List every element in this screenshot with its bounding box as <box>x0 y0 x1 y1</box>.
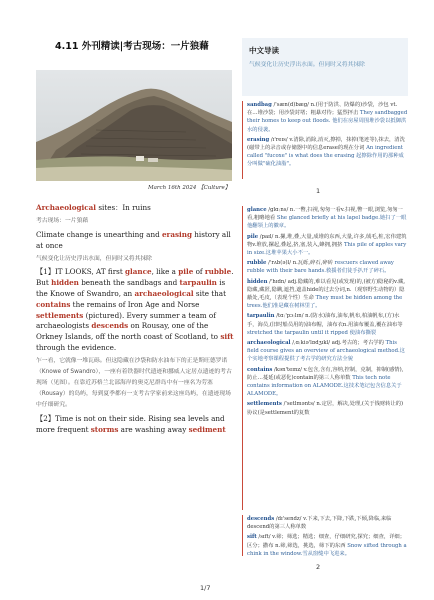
chinese-summary-box <box>242 38 408 96</box>
paragraph-2: 【2】Time is not on their side. Rising sea levels and more frequent storms are washing away sediment <box>36 413 226 434</box>
headline-rest: sites：In ruins <box>96 203 151 212</box>
highlight-word: sediment <box>188 424 226 434</box>
vocab-term: contains <box>247 366 273 373</box>
highlight-word: archaeological <box>134 288 194 298</box>
vocabulary-block-3 <box>242 515 408 556</box>
highlight-word: contains <box>36 299 71 309</box>
highlight-word: sift <box>220 332 234 342</box>
vocab-term: pile <box>247 233 259 240</box>
standfirst-text: history all at once <box>36 229 231 250</box>
ruins-image <box>36 70 232 181</box>
summary-body: 气候变化让历史浮出水面。但同时又将其抹除 <box>249 62 365 68</box>
article-title: 4.11 外刊精读|考古现场：一片狼藉 <box>55 41 209 52</box>
vocab-term: descends <box>247 516 275 522</box>
article-body <box>36 203 234 438</box>
highlight-word: erasing <box>161 229 193 239</box>
highlight-word: descends <box>91 321 129 331</box>
article-photo <box>36 70 232 181</box>
vocab-term: erasing <box>247 136 270 143</box>
vocab-term: tarpaulin <box>247 313 275 320</box>
vocab-term: archaeological <box>247 340 291 347</box>
vocab-term: hidden <box>247 278 268 285</box>
summary-heading: 中文导读 <box>249 46 279 55</box>
vocab-term: settlements <box>247 401 282 408</box>
vocab-term: glance <box>247 207 267 213</box>
page-indicator: 1/7 <box>200 584 211 592</box>
vocabulary-block-1 <box>242 101 408 179</box>
vocab-entry: descends /dɪ'sendz/ v.下来,下去,下降,下跌,下倾,降临,来临descend的第三人称单数 <box>247 516 392 531</box>
highlight-word: glance <box>125 267 152 277</box>
vocab-term: sandbag <box>247 102 272 108</box>
vocab-entry: tarpaulin /tɑː'pɔːlɪn/ n.(防水)油布,油布,帆布,柏油帆布,(方)水手，海员,(旧时船员用的)油布帽，油布衣n.用油布覆盖,覆在油布等 stretched the tarpaulin until it ripped 使油布撕裂 <box>247 313 403 336</box>
vocab-entry: hidden /'hɪdn/ adj.隐藏的,难以看见(或发现)的,(被方)隐秘的v.藏,隐藏,藏匿,隐瞒,遮挡,遮盖hide的过去分词,n.（观察野生动物的）隐蔽处,毛皮,（表现个性）生命 They must be hidden among the trees.他们准是藏在树林里了。 <box>247 278 406 310</box>
headline-translation: 考古现场：一片狼藉 <box>36 218 89 225</box>
headline-keyword: Archaeological <box>36 203 97 212</box>
vocab-term: sift <box>247 534 257 541</box>
column-number-2: 2 <box>316 563 321 571</box>
paragraph-1: 【1】IT LOOKS, AT first glance, like a pile of rubble. But hidden beneath the sandbags and tarpaulin is the Knowe of Swandro, an archaeological site that contains the remains of Iron Age and Norse settlements (pictured). Every summer a team of archaeologists descends on Rousay, one of the Orkney Islands, off the north coast of Scotland, to sift through the evidence. <box>36 267 234 352</box>
highlight-word: settlements <box>36 310 84 320</box>
column-number-1: 1 <box>316 187 321 195</box>
highlight-word: pile <box>178 267 194 277</box>
vocab-entry: rubble /'rʌb(ə)l/ n.瓦砾,碎石,碎砖 rescuers clawed away rubble with their bare hands.救援者们徒手扒开了碎石。 <box>247 260 394 275</box>
standfirst <box>36 230 234 252</box>
vocab-entry: contains /kən'teɪnz/ v.包含,含有,容纳,控制，克制，抑制(感情),防止…蔓延(或恶化)contain的第三人称单数 This tech note contains information on ALAMODE.这技术笔记包含信息关于ALAMODE。 <box>247 366 404 398</box>
vocab-entry: sandbag /'sæn(d)bæg/ n.(用于防洪、防爆的)沙袋，沙包 vt. 在…堆沙袋；用沙袋封堵；粗暴对待；猛烈抨击 They sandbagged their homes to keep out floods. 他们在房屋周围堆沙袋以抵御洪水的侵袭。 <box>247 102 408 133</box>
vocab-entry: settlements /'setlmənts/ n.定居，解决,处理,(关于钱财转让的)协议(是settlement的复数 <box>247 401 404 416</box>
vocab-entry: sift /sɪft/ v.筛；筛选；精选；细查，仔细研究,探究；细查，详细；区分；撒布 n.筛,筛选，挑选，筛下的东西 Snow sifted through a chink in the window.雪从窗缝中飞进来。 <box>247 534 407 557</box>
paragraph-1-translation: 乍一看，它就像一堆瓦砾。但这隐藏在沙袋和防水油布下的正是斯旺德罗诺（Knowe of Swandro），一座有着铁器时代遗迹和挪威人定居点遗迹的考古现场（见图）。在靠近苏格兰北部海岸的奥克尼群岛中有一座名为劳塞（Rousay）的岛屿，每到夏季都有一支考古学家前来这座岛屿，在遗迹现场中仔细研究。 <box>36 358 232 409</box>
standfirst-translation: 气候变化让历史浮出水面，但同时又将其抹除 <box>36 255 152 262</box>
vocabulary-block-2 <box>242 206 408 510</box>
vocab-term: rubble <box>247 260 267 267</box>
headline <box>36 203 234 214</box>
photo-caption: March 16th 2024 【Culture】 <box>148 185 231 191</box>
vocab-entry: erasing /ɪ'reɪs/ v.清除,消除,消灭,擦掉，抹掉(笔迹等),抹去，清洗(磁带上的录音或存储器中的信息erase的现在分词 An ingredient called "fucoxe" is what does the erasing 起擦除作用的那种成分叫做"硫化油脂"。 <box>247 136 405 168</box>
vocab-entry: glance /glɑːns/ n.一瞥,扫视,匆匆一看v.扫视,瞥一眼,浏览,匆匆一看,粗略地看 She glanced briefly at his lapel badge.她扫了一眼他翻领上的徽章。 <box>247 207 407 230</box>
highlight-word: hidden <box>51 278 79 288</box>
highlight-word: storms <box>90 424 119 434</box>
standfirst-text: Climate change is unearthing and <box>36 229 162 239</box>
vocab-entry: pile /paɪl/ n.摞,堆,叠,大量,成堆的东西,大量,许多,绒毛,桩,宏伟建筑物v.堆放,摞起,叠起,挤,塞,装入,蜂拥,拥挤 This pile of apples vary in size.这堆苹果大小不一。 <box>247 233 407 257</box>
vocab-entry: archaeological /ˌɑːkiə'lɒdʒɪkl/ adj.考古的；考古学的 This field course gives an overview of archaeological method.这个实地考察课程提供了考古学的研究方法全貌 <box>247 340 405 363</box>
highlight-word: rubble <box>204 267 232 277</box>
highlight-word: tarpaulin <box>179 278 217 288</box>
